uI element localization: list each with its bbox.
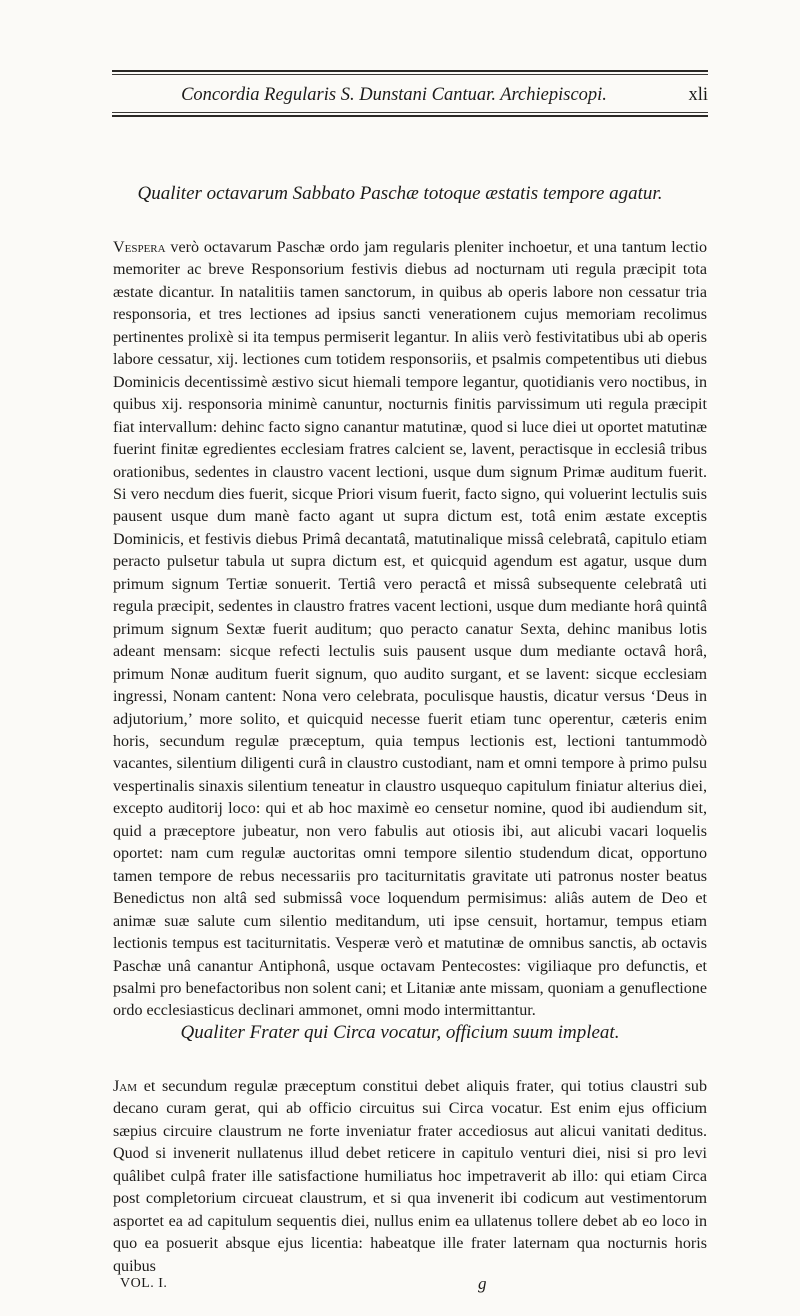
running-head-title: Concordia Regularis S. Dunstani Cantuar. Archiepiscopi. [181, 85, 607, 105]
signature-mark: g [478, 1274, 487, 1293]
header-rule-top-thick [112, 70, 708, 72]
section-heading-circa: Qualiter Frater qui Circa vocatur, officium suum impleat. [180, 1022, 620, 1043]
initial-word: Jam [113, 1078, 137, 1095]
volume-mark: VOL. I. [120, 1276, 168, 1291]
paragraph-vespera [113, 237, 707, 1023]
header-rule-bottom-thick [112, 115, 708, 117]
paragraph-text: verò octavarum Paschæ ordo jam regularis pleniter inchoetur, et una tantum lectio memoriter ac breve Responsorium festivis diebus ad nocturnam uti regula præcipit tota æstate dicantur. In natalitiis tamen sanctorum, in quibus ab operis labore non cessatur tria responsoria, et tres lectiones ad ipsius sancti venerationem cujus memoriam recolimus pertinentes prolixè si ita tempus permiserit legantur. In aliis verò festivitatibus ubi ab operis labore cessatur, xij. lectiones cum totidem responsoriis, et psalmis competentibus uti diebus Dominicis decentissimè æstivo sicut hiemali tempore legantur, quotidianis vero noctibus, in quibus xij. responsoria minimè canuntur, nocturnis finitis parvissimum uti regula præcipit fiat intervallum: dehinc facto signo canantur matutinæ, quod si luce diei ut oportet matutinæ fuerint finitæ egredientes ecclesiam fratres calcient se, lavent, peractisque in ecclesiâ tribus orationibus, sedentes in claustro vacent lectioni, usque dum signum Primæ auditum fuerit. Si vero necdum dies fuerit, sicque Priori visum fuerit, facto signo, qui voluerint lectulis suis pausent usque dum manè facto agant ut supra dictum est, totâ enim æstate exceptis Dominicis, et festivis diebus Primâ decantatâ, matutinalique missâ celebratâ, capitulo etiam peracto pulsetur tabula ut supra dictum est, et quicquid agendum est agatur, usque dum primum signum Tertiæ sonuerit. Tertiâ vero peractâ et missâ subsequente celebratâ uti regula præcipit, sedentes in claustro fratres vacent lectioni, usque dum mediante horâ quintâ primum signum Sextæ fuerit auditum; quo peracto canatur Sexta, dehinc manibus lotis adeant mensam: sicque refecti lectulis suis pausent usque dum mediante octavâ horâ, primum Nonæ auditum fuerit signum, quo audito surgant, et se lavent: sicque ecclesiam ingressi, Nonam cantent: Nona vero celebrata, poculisque haustis, dicatur versus ‘Deus in adjutorium,’ more solito, et quicquid necesse fuerit etiam tunc operentur, cæteris enim horis, secundum regulæ præceptum, quia tempus lectionis est, lectioni tantummodò vacantes, silentium diligenti curâ in claustro custodiant, nam et omni tempore à primo pulsu vespertinalis sinaxis silentium teneatur in claustro usquequo capitulum finiatur alterius diei, excepto auditorij loco: qui et ab hoc maximè eo censetur nomine, quod ibi audiendum sit, quid a præceptore jubeatur, non vero fabulis aut otiosis ibi, aut alicubi vacari loquelis oportet: nam cum regulæ auctoritas omni tempore silentio studendum dicat, opportuno tamen tempore de rebus necessariis pro taciturnitatis gravitate uti patronus noster beatus Benedictus non altâ sed submissâ voce loquendum permisimus: aliâs autem de Deo et animæ suæ salute cum silentio meditandum, uti ipse censuit, hortamur, tempus etiam lectionis tempus est taciturnitatis. Vesperæ verò et matutinæ de omnibus sanctis, ab octavis Paschæ unâ canantur Antiphonâ, usque octavam Pentecostes: vigiliaque pro defunctis, et psalmi pro benefactoribus non solent cani; et Litaniæ ante missam, quoniam a genuflectione ordo ecclesiasticus declinari ammonet, omni modo intermittantur. [113, 239, 707, 1020]
paragraph-text: et secundum regulæ præceptum constitui debet aliquis frater, qui totius claustri sub decano curam gerat, qui ab officio circuitus sui Circa vocatur. Est enim ejus officium sæpius circuire claustrum ne forte inveniatur frater accediosus aut alicui vanitati deditus. Quod si invenerit nullatenus illud debet reticere in capitulo venturi diei, nisi si pro levi quâlibet culpâ frater ille satisfactione humiliatus hoc impetraverit ab illo: qui etiam Circa post completorium circueat claustrum, et si qua invenerit ibi codicum aut vestimentorum asportet ea ad capitulum sequentis diei, nullus enim ea ullatenus tollere debet ab eo loco in quo ea posuerit absque ejus licentia: habeatque ille frater laternam qua nocturnis horis quibus [113, 1078, 707, 1275]
paragraph-jam [113, 1076, 707, 1278]
page-number: xli [688, 85, 708, 105]
header-rule-top-thin [112, 74, 708, 75]
header-rule-bottom-thin [112, 112, 708, 113]
initial-word: Vespera [113, 239, 166, 256]
section-heading-octaves: Qualiter octavarum Sabbato Paschæ totoque æstatis tempore agatur. [137, 183, 663, 204]
